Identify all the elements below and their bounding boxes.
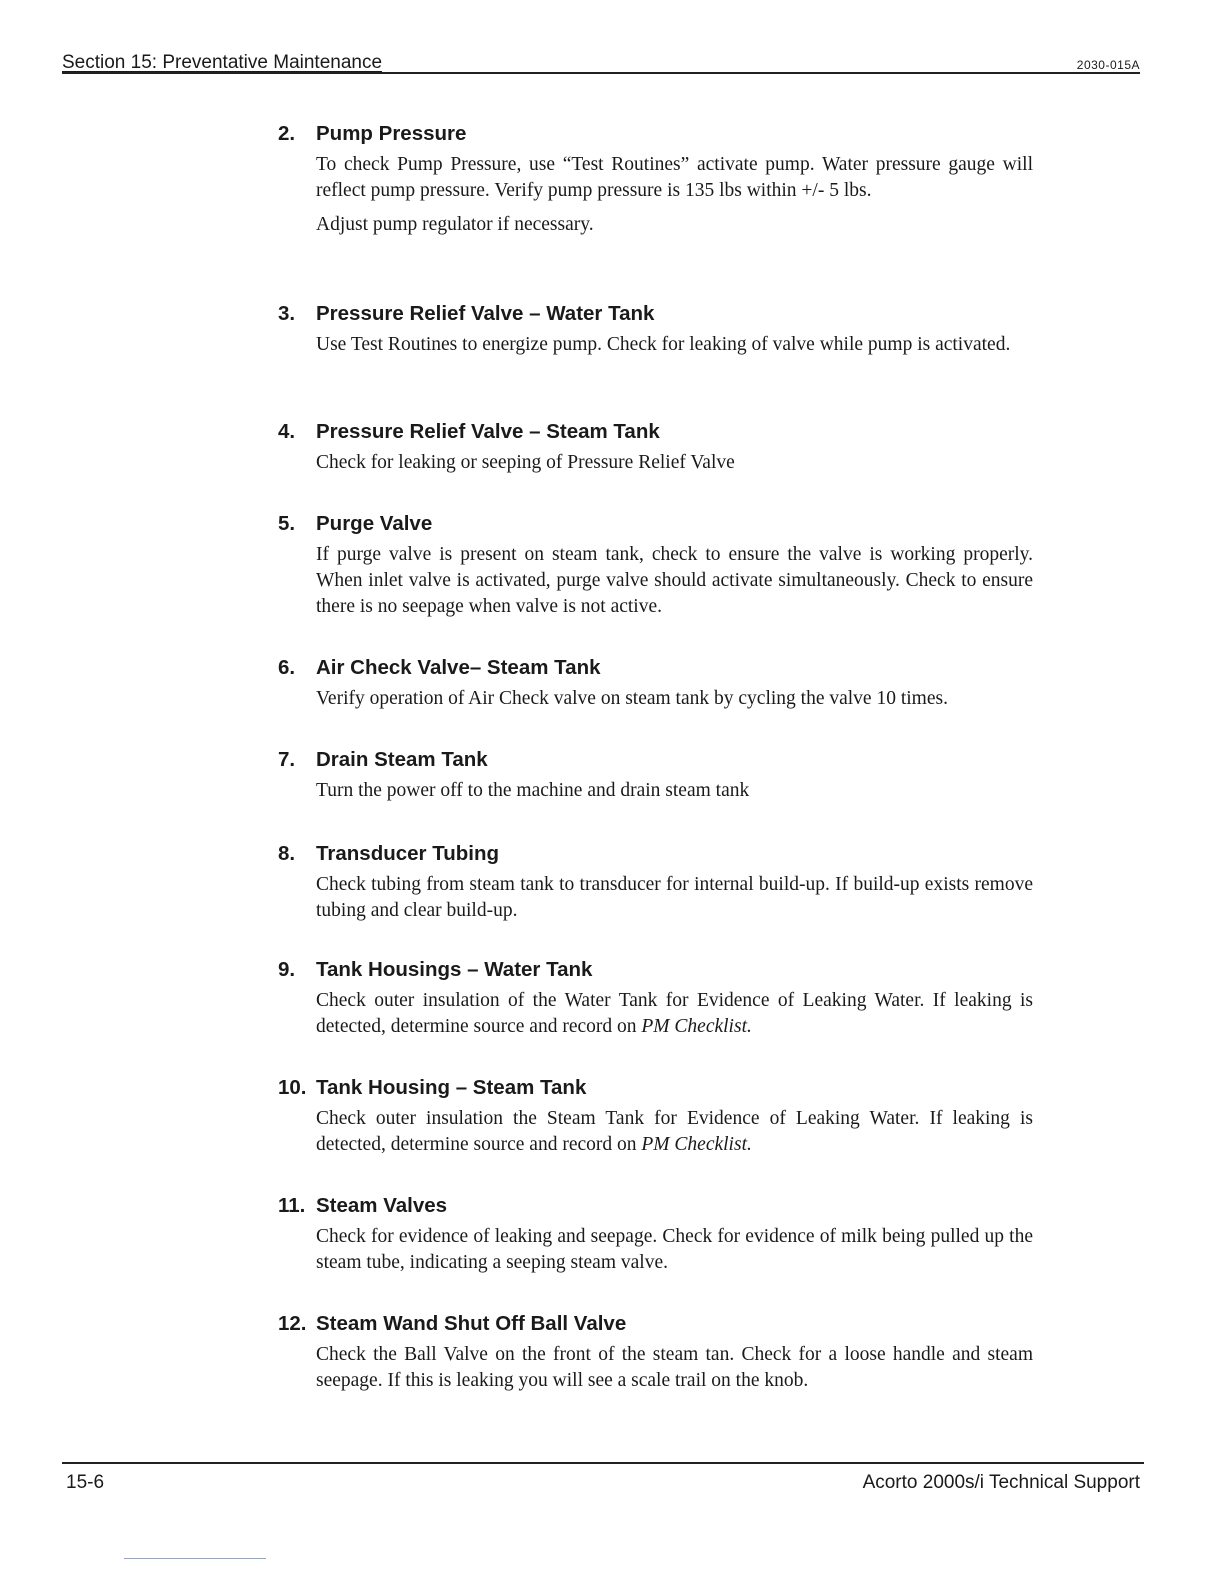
- section-number: 7.: [278, 748, 296, 771]
- section-body: [316, 152, 1033, 238]
- section-pump-pressure: [278, 122, 1033, 246]
- section-body: [316, 1106, 1033, 1158]
- section-number: 2.: [278, 122, 296, 145]
- paragraph: Use Test Routines to energize pump. Check for leaking of valve while pump is activated.: [316, 334, 1011, 355]
- section-transducer-tubing: [278, 842, 1033, 932]
- section-purge-valve: [278, 512, 1033, 628]
- section-heading: [278, 122, 1033, 146]
- scan-artifact-line: [124, 1558, 266, 1559]
- paragraph: Adjust pump regulator if necessary.: [316, 214, 594, 235]
- section-body: [316, 1224, 1033, 1276]
- section-body: [316, 872, 1033, 924]
- section-heading: [278, 302, 1033, 326]
- section-title: Pump Pressure: [316, 122, 467, 145]
- section-title: Pressure Relief Valve – Steam Tank: [316, 420, 660, 443]
- section-body: [316, 542, 1033, 620]
- section-pressure-relief-water-tank: [278, 302, 1033, 366]
- page-footer: [62, 1462, 1144, 1498]
- section-number: 6.: [278, 656, 296, 679]
- section-body: [316, 1342, 1033, 1394]
- paragraph: If purge valve is present on steam tank, check to ensure the valve is working properly. When inlet valve is activated, purge valve should activate simultaneously. Check to ensure there is no seepage when valve is not active.: [316, 544, 1033, 617]
- section-number: 3.: [278, 302, 296, 325]
- paragraph: Check for evidence of leaking and seepage. Check for evidence of milk being pulled up the steam tube, indicating a seeping steam valve.: [316, 1226, 1033, 1273]
- section-body: [316, 988, 1033, 1040]
- section-heading: [278, 842, 1033, 866]
- paragraph: Check the Ball Valve on the front of the steam tan. Check for a loose handle and steam seepage. If this is leaking you will see a scale trail on the knob.: [316, 1344, 1033, 1391]
- section-number: 4.: [278, 420, 296, 443]
- section-body: [316, 332, 1033, 358]
- section-heading: [278, 1194, 1033, 1218]
- section-title: Tank Housing – Steam Tank: [316, 1076, 587, 1099]
- paragraph: Verify operation of Air Check valve on steam tank by cycling the valve 10 times.: [316, 688, 948, 709]
- header-section-title: Section 15: Preventative Maintenance: [62, 52, 383, 73]
- paragraph-text: Check outer insulation of the Water Tank for Evidence of Leaking Water. If leaking is detected, determine source and record on: [316, 990, 1033, 1037]
- section-title: Pressure Relief Valve – Water Tank: [316, 302, 655, 325]
- footer-page-number: 15-6: [66, 1472, 105, 1493]
- section-title: Purge Valve: [316, 512, 433, 535]
- section-number: 11.: [278, 1194, 306, 1217]
- section-title: Transducer Tubing: [316, 842, 499, 865]
- section-title: Steam Valves: [316, 1194, 448, 1217]
- paragraph-text: Check outer insulation the Steam Tank for Evidence of Leaking Water. If leaking is detected, determine source and record on: [316, 1108, 1033, 1155]
- section-tank-housings-water-tank: [278, 958, 1033, 1048]
- section-heading: [278, 748, 1033, 772]
- paragraph: Check for leaking or seeping of Pressure Relief Valve: [316, 452, 735, 473]
- pm-checklist-reference: PM Checklist.: [641, 1016, 752, 1037]
- section-number: 10.: [278, 1076, 307, 1099]
- pm-checklist-reference: PM Checklist.: [641, 1134, 752, 1155]
- section-pressure-relief-steam-tank: [278, 420, 1033, 484]
- section-body: [316, 686, 1033, 712]
- paragraph: [316, 1106, 1033, 1158]
- paragraph: Turn the power off to the machine and drain steam tank: [316, 780, 750, 801]
- section-heading: [278, 1076, 1033, 1100]
- section-steam-wand-ball-valve: [278, 1312, 1033, 1402]
- section-heading: [278, 656, 1033, 680]
- section-number: 9.: [278, 958, 296, 981]
- section-heading: [278, 420, 1033, 444]
- section-tank-housing-steam-tank: [278, 1076, 1033, 1166]
- header-doc-number: 2030-015A: [1076, 58, 1140, 72]
- section-heading: [278, 1312, 1033, 1336]
- section-air-check-valve: [278, 656, 1033, 720]
- section-number: 12.: [278, 1312, 307, 1335]
- section-steam-valves: [278, 1194, 1033, 1284]
- section-number: 8.: [278, 842, 296, 865]
- section-body: [316, 778, 1033, 804]
- section-heading: [278, 512, 1033, 536]
- section-title: Air Check Valve– Steam Tank: [316, 656, 601, 679]
- section-title: Drain Steam Tank: [316, 748, 488, 771]
- section-heading: [278, 958, 1033, 982]
- section-number: 5.: [278, 512, 296, 535]
- section-title: Tank Housings – Water Tank: [316, 958, 593, 981]
- paragraph: [316, 988, 1033, 1040]
- section-title: Steam Wand Shut Off Ball Valve: [316, 1312, 627, 1335]
- section-drain-steam-tank: [278, 748, 1033, 812]
- paragraph: To check Pump Pressure, use “Test Routines” activate pump. Water pressure gauge will reflect pump pressure. Verify pump pressure is 135 lbs within +/- 5 lbs.: [316, 154, 1033, 201]
- paragraph: Check tubing from steam tank to transducer for internal build-up. If build-up exists remove tubing and clear build-up.: [316, 874, 1033, 921]
- footer-document-title: Acorto 2000s/i Technical Support: [862, 1472, 1140, 1493]
- section-body: [316, 450, 1033, 476]
